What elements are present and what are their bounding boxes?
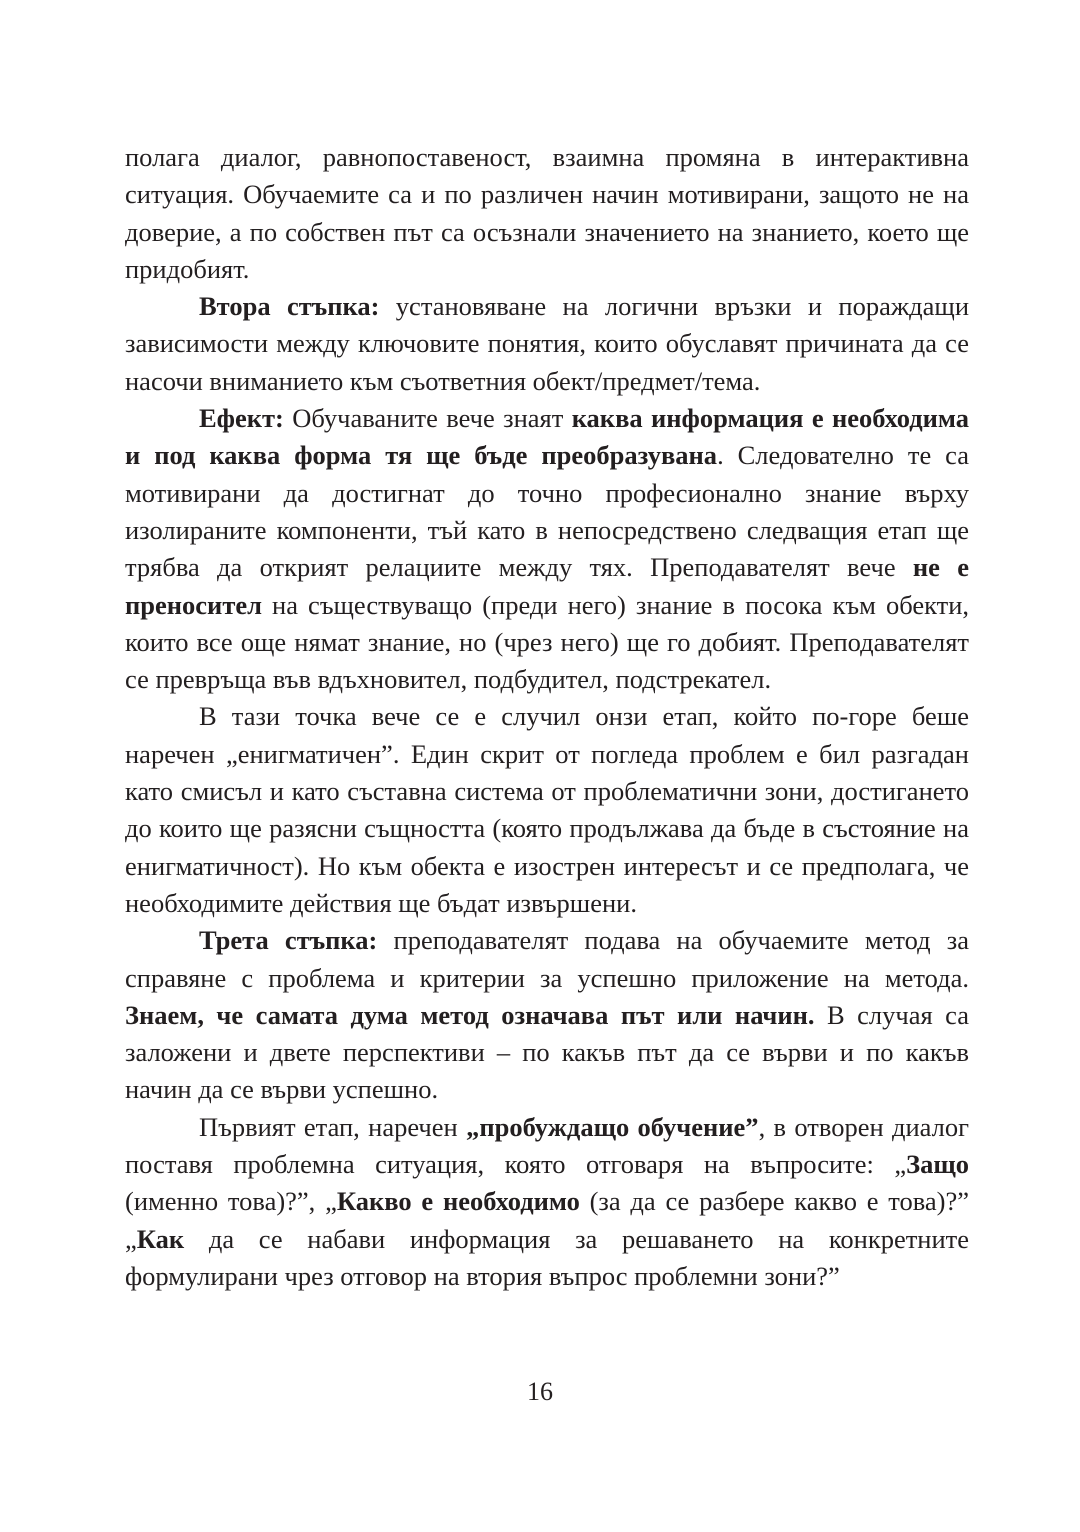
text-run: В тази точка вече се е случил онзи етап, който по-горе беше наречен „енигматичен”. Един скрит от погледа проблем е бил разгадан като смисъл и като съставна система от проблематични зони, достигането до които ще разясни същността (която продължава да бъде в състояние на енигматичност). Но към обекта е изострен интересът и се предполага, че необходимите действия ще бъдат извършени. — [125, 701, 969, 918]
text-run: полага диалог, равнопоставеност, взаимна промяна в интерактивна ситуация. Обучаемите са и по различен начин мотивирани, защото не на доверие, а по собствен път са осъзнали значението на знанието, което ще придобият. — [125, 142, 969, 284]
page-number: 16 — [527, 1377, 553, 1406]
text-run: (за да се разбере какво е това)?” „ — [125, 1186, 970, 1254]
bold-text-run: „пробуждащо обучение” — [466, 1111, 759, 1142]
text-run: установяване на логични връзки и пораждащи зависимости между ключовите понятия, които обуславят причината да се насочи вниманието към съответния обект/предмет/тема. — [125, 291, 969, 396]
paragraph — [125, 139, 969, 288]
paragraph — [125, 922, 969, 1108]
text-run: . Следователно те са мотивирани да достигнат до точно професионално знание върху изолираните компоненти, тъй като в непосредствено следващия етап ще трябва да открият релациите между тях. Преподавателят вече — [125, 440, 969, 583]
bold-text-run: Знаем, че самата дума метод означава път или начин. — [125, 999, 815, 1030]
paragraph — [125, 288, 969, 400]
body-text — [125, 139, 969, 1295]
bold-text-run: Втора стъпка: — [199, 291, 380, 322]
text-run: , в отворен диалог поставя проблемна ситуация, която отговаря на въпросите: „ — [125, 1111, 970, 1180]
text-run: Обучаваните вече знаят — [283, 403, 572, 434]
bold-text-run: не е преносител — [125, 552, 969, 620]
bold-text-run: каква информация е необходима и под каква форма тя ще бъде преобразувана — [125, 403, 969, 471]
text-run: В случая са заложени и двете перспективи – по какъв път да се върви и по какъв начин да се върви успешно. — [125, 999, 969, 1105]
paragraph — [125, 698, 969, 922]
bold-text-run: Как — [136, 1223, 185, 1254]
text-run: Първият етап, наречен — [199, 1111, 467, 1142]
paragraph — [125, 1109, 969, 1295]
text-run: преподавателят подава на обучаемите метод за справяне с проблема и критерии за успешно приложение на метода. — [125, 925, 969, 993]
bold-text-run: Защо — [906, 1149, 969, 1180]
bold-text-run: Какво е необходимо — [336, 1186, 580, 1217]
paragraph — [125, 400, 969, 698]
bold-text-run: Ефект: — [199, 403, 284, 434]
text-run: (именно това)?”, „ — [125, 1186, 337, 1217]
text-run: да се набави информация за решаването на конкретните формулирани чрез отговор на втория въпрос проблемни зони?” — [125, 1223, 969, 1291]
text-run: на съществуващо (преди него) знание в посока към обекти, които все още нямат знание, но (чрез него) ще го добият. Преподавателят се превръща във вдъхновител, подбудител, подстрекател. — [125, 589, 969, 695]
bold-text-run: Трета стъпка: — [199, 925, 378, 956]
